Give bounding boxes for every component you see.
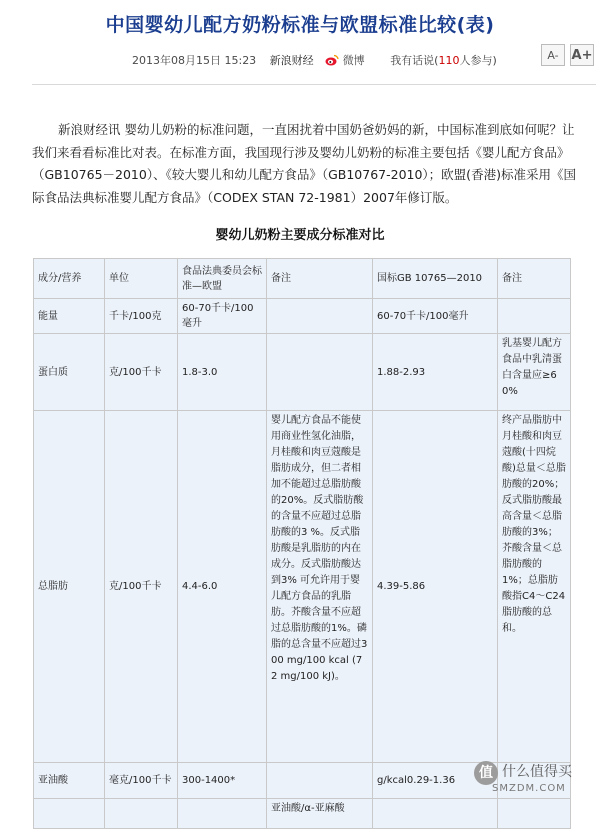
cell-nutrient: 总脂肪 (34, 411, 105, 763)
watermark-url: SMZDM.COM (492, 783, 566, 794)
intro-paragraph: 新浪财经讯 婴幼儿奶粉的标准问题，一直困扰着中国奶爸奶妈的新，中国标准到底如何呢？让我们来看看标准比对表。在标准方面，我国现行涉及婴幼儿奶粉的标准主要包括《婴儿配方食品》（GB10765－2010）、《较大婴儿和幼儿配方食品》（GB10767-2010）；欧盟(香港)标准采用《国际食品法典标准婴儿配方食品》（CODEX STAN 72-1981）2007年修订版。 (32, 122, 576, 205)
cell-eu-note (267, 299, 373, 334)
font-decrease-button[interactable]: A- (541, 44, 565, 66)
cell-unit: 千卡/100克 (105, 299, 178, 334)
cell-unit: 克/100千卡 (105, 411, 178, 763)
table-title: 婴幼儿奶粉主要成分标准对比 (215, 228, 385, 243)
weibo-label: 微博 (342, 54, 365, 67)
cell-nutrient: 蛋白质 (34, 334, 105, 411)
cell-eu-note: 婴儿配方食品不能使用商业性氢化油脂，月桂酸和肉豆蔻酸是脂肪成分，但二者相加不能超过总脂肪酸的20%。反式脂肪酸的含量不应超过总脂肪酸的3 %。反式脂肪酸是乳脂肪的内在成分。反式脂肪酸达到3% 可允许用于婴儿配方食品的乳脂肪。芥酸含量不应超过总脂肪酸的1%。磷脂的总含量不应超过300 mg/100 kcal (72 mg/100 kJ)。 (267, 411, 373, 763)
font-increase-button[interactable]: A+ (570, 44, 594, 66)
cell-gb-value (373, 799, 498, 829)
weibo-icon (325, 54, 339, 66)
header-divider (32, 84, 596, 85)
source-link[interactable]: 新浪财经 (269, 54, 314, 67)
cell-gb-value: 4.39-5.86 (373, 411, 498, 763)
cell-eu-note (267, 763, 373, 799)
cell-eu-value: 4.4-6.0 (178, 411, 267, 763)
cell-eu-value: 60-70千卡/100毫升 (178, 299, 267, 334)
cell-eu-value: 1.8-3.0 (178, 334, 267, 411)
table-header: 国标GB 10765—2010 (373, 259, 498, 299)
cell-unit (105, 799, 178, 829)
cell-gb-value: 1.88-2.93 (373, 334, 498, 411)
watermark-text: 什么值得买 (502, 764, 572, 780)
comment-prefix: 我有话说( (390, 54, 439, 67)
table-header: 食品法典委员会标准—欧盟 (178, 259, 267, 299)
publish-date: 2013年08月15日 15:23 (132, 54, 257, 67)
article-title: 中国婴幼儿配方奶粉标准与欧盟标准比较(表) (105, 14, 495, 36)
cell-gb-note (498, 299, 571, 334)
table-header: 单位 (105, 259, 178, 299)
cell-gb-note: 乳基婴儿配方食品中乳清蛋白含量应≥60% (498, 334, 571, 411)
smzdm-logo-icon: 值 (474, 761, 498, 785)
comment-count: 110 (438, 53, 460, 67)
site-watermark (474, 757, 594, 801)
comment-suffix: 人参与) (459, 54, 497, 67)
cell-gb-note (498, 799, 571, 829)
table-header: 备注 (267, 259, 373, 299)
cell-gb-value: 60-70千卡/100毫升 (373, 299, 498, 334)
cell-eu-note: 亚油酸/α-亚麻酸 (267, 799, 373, 829)
cell-nutrient: 能量 (34, 299, 105, 334)
comparison-table (33, 258, 571, 829)
table-row (34, 411, 571, 763)
cell-nutrient (34, 799, 105, 829)
table-header: 备注 (498, 259, 571, 299)
table-header-row (34, 259, 571, 299)
cell-gb-value: g/kcal0.29-1.36 (373, 763, 498, 799)
weibo-link[interactable] (325, 52, 365, 68)
table-row (34, 334, 571, 411)
table-row (34, 299, 571, 334)
cell-eu-note (267, 334, 373, 411)
comment-link[interactable] (390, 52, 497, 68)
cell-eu-value: 300-1400* (178, 763, 267, 799)
cell-eu-value (178, 799, 267, 829)
article-meta (132, 52, 497, 68)
table-header: 成分/营养 (34, 259, 105, 299)
cell-unit: 克/100千卡 (105, 334, 178, 411)
cell-unit: 毫克/100千卡 (105, 763, 178, 799)
cell-gb-note: 终产品脂肪中月桂酸和肉豆蔻酸(十四烷酸)总量＜总脂肪酸的20%；反式脂肪酸最高含量＜总脂肪酸的3%；芥酸含量＜总脂肪酸的1%；总脂肪酸指C4～C24脂肪酸的总和。 (498, 411, 571, 763)
cell-nutrient: 亚油酸 (34, 763, 105, 799)
table-row (34, 799, 571, 829)
